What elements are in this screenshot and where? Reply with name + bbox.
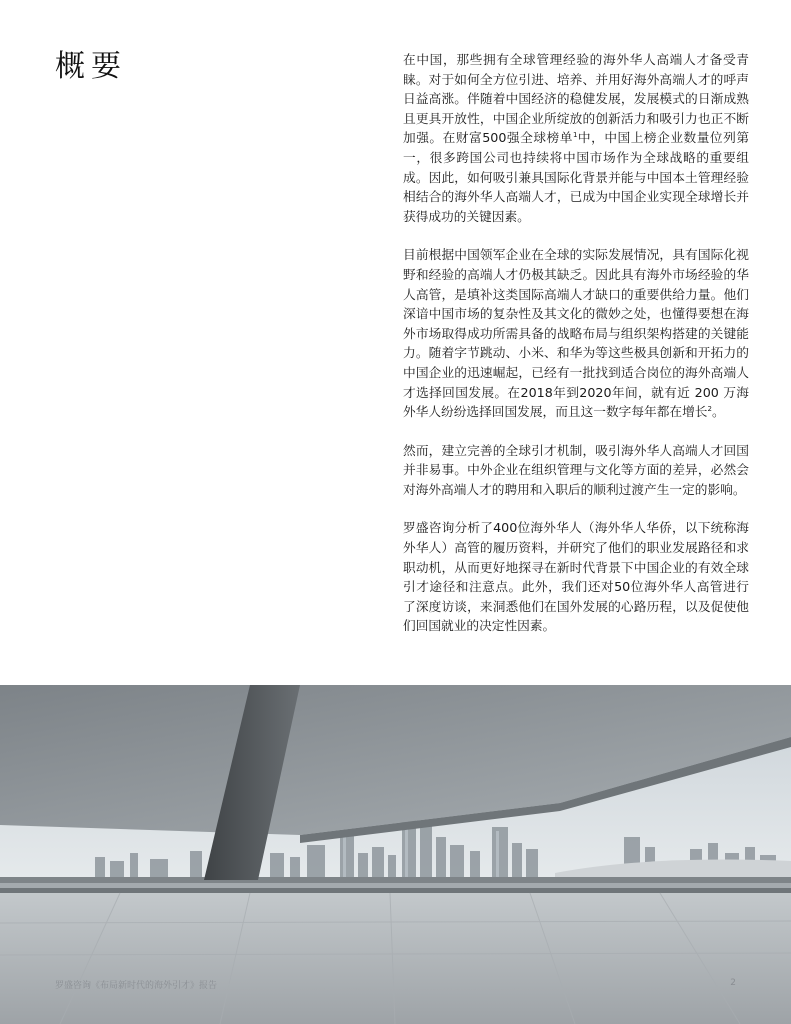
paragraph-1-text-a: 在中国，那些拥有全球管理经验的海外华人高端人才备受青睐。对于如何全方位引进、培养、并用好海外高端人才的呼声日益高涨。伴随着中国经济的稳健发展，发展模式的日渐成熟且更具开放性，中国企业所绽放的创新活力和吸引力也正不断加强。在财富500强全球榜单 xyxy=(403,52,749,146)
city-skyline-photo xyxy=(0,685,791,1024)
footer-report-title: 罗盛咨询《布局新时代的海外引才》报告 xyxy=(55,981,218,991)
paragraph-2-text-b: 。 xyxy=(711,404,725,420)
paragraph-3-text: 然而，建立完善的全球引才机制，吸引海外华人高端人才回国并非易事。中外企业在组织管理与文化等方面的差异，必然会对海外高端人才的聘用和入职后的顺利过渡产生一定的影响。 xyxy=(403,442,749,497)
paragraph-1 xyxy=(403,50,749,226)
paragraph-3 xyxy=(403,441,749,500)
page-footer xyxy=(55,978,736,992)
paragraph-4-text: 罗盛咨询分析了400位海外华人（海外华人华侨，以下统称海外华人）高管的履历资料，并研究了他们的职业发展路径和求职动机，从而更好地探寻在新时代背景下中国企业的有效全球引才途径和注意点。此外，我们还对50位海外华人高管进行了深度访谈，来洞悉他们在国外发展的心路历程，以及促使他们回国就业的决定性因素。 xyxy=(403,520,749,634)
page-number: 2 xyxy=(730,978,736,988)
paragraph-2-text-a: 目前根据中国领军企业在全球的实际发展情况，具有国际化视野和经验的高端人才仍极其缺乏。因此具有海外市场经验的华人高管，是填补这类国际高端人才缺口的重要供给力量。他们深谙中国市场的复杂性及其文化的微妙之处，也懂得要想在海外市场取得成功所需具备的战略布局与组织架构搭建的关键能力。随着字节跳动、小米、和华为等这些极具创新和开拓力的中国企业的迅速崛起，已经有一批找到适合岗位的海外高端人才选择回国发展。在2018年到2020年间，就有近 200 万海外华人纷纷选择回国发展，而且这一数字每年都在增长 xyxy=(403,247,749,420)
footnote-ref-2: 2 xyxy=(707,404,712,413)
paragraph-2 xyxy=(403,245,749,421)
page-title: 概要 xyxy=(55,49,127,84)
footnote-ref-1: 1 xyxy=(572,131,578,140)
body-text xyxy=(403,50,749,655)
paragraph-4 xyxy=(403,518,749,636)
paragraph-1-text-b: 中，中国上榜企业数量位列第一，很多跨国公司也持续将中国市场作为全球战略的重要组成。因此，如何吸引兼具国际化背景并能与中国本土管理经验相结合的海外华人高端人才，已成为中国企业实现全球增长并获得成功的关键因素。 xyxy=(403,130,750,224)
